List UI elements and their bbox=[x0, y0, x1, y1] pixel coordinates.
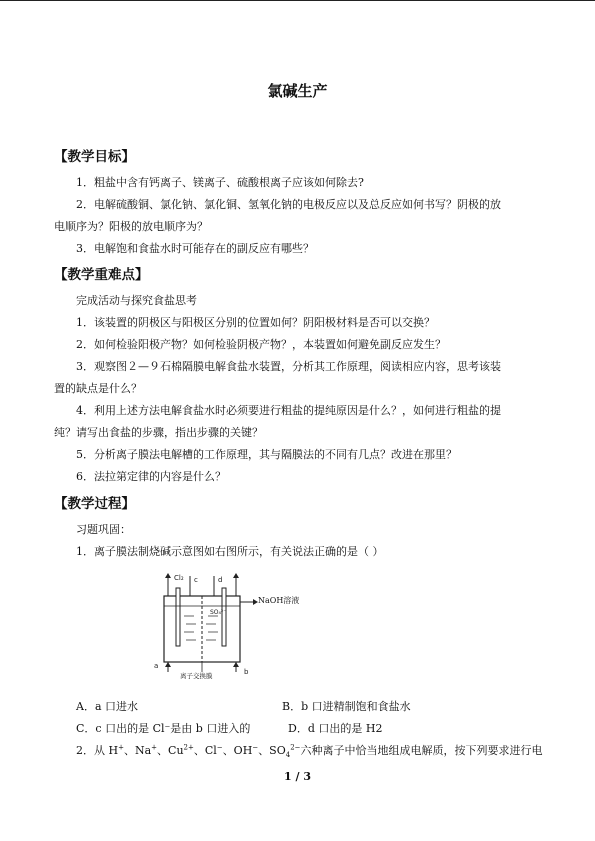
cathode-electrode bbox=[222, 588, 226, 646]
key-point-line: 3．观察图２—９石棉隔膜电解食盐水装置，分析其工作原理，阅读相应内容，思考该装 bbox=[76, 360, 501, 373]
arrow-up-icon bbox=[165, 662, 171, 667]
section-heading-key-points: 【教学重难点】 bbox=[54, 267, 149, 283]
option-b: B．b 口进精制饱和食盐水 bbox=[282, 700, 411, 713]
anode-electrode bbox=[176, 588, 180, 646]
liquid-marks bbox=[184, 616, 218, 640]
key-point-line: 2．如何检验阳极产物？如何检验阴极产物？，本装置如何避免副反应发生？ bbox=[76, 338, 446, 351]
arrow-up-icon bbox=[233, 573, 239, 578]
key-point-line: 4．利用上述方法电解食盐水时必须要进行粗盐的提纯原因是什么？，如何进行粗盐的提 bbox=[76, 404, 501, 417]
label-d: d bbox=[218, 576, 223, 584]
question-1: 1．离子膜法制烧碱示意图如右图所示，有关说法正确的是（ ） bbox=[76, 545, 384, 558]
label-so4: SO₄²⁻ bbox=[210, 609, 227, 616]
section-heading-process: 【教学过程】 bbox=[54, 496, 135, 512]
label-naoh: NaOH溶液 bbox=[258, 596, 300, 605]
label-a: a bbox=[154, 662, 159, 670]
goal-line: 1．粗盐中含有钙离子、镁离子、硫酸根离子应该如何除去? bbox=[76, 176, 364, 189]
key-point-line: 6．法拉第定律的内容是什么？ bbox=[76, 470, 226, 483]
key-point-line: 1．该装置的阴极区与阳极区分别的位置如何？阴阳极材料是否可以交换？ bbox=[76, 316, 435, 329]
q2-text: 2．从 H bbox=[76, 744, 119, 757]
goal-line: 电顺序为？阳极的放电顺序为？ bbox=[54, 220, 208, 233]
page-top-border bbox=[0, 0, 595, 1]
goal-line: 2．电解硫酸铜、氯化钠、氯化铜、氢氧化钠的电极反应以及总反应如何书写？阴极的放 bbox=[76, 198, 501, 211]
page-number: 1 / 3 bbox=[284, 770, 311, 783]
electrolysis-cell-diagram bbox=[150, 572, 270, 680]
key-point-line: 置的缺点是什么？ bbox=[54, 382, 142, 395]
page-title: 氯碱生产 bbox=[267, 82, 328, 100]
key-point-line: 5．分析离子膜法电解槽的工作原理，其与隔膜法的不同有几点？改进在那里？ bbox=[76, 448, 457, 461]
label-c: c bbox=[194, 576, 198, 584]
option-c: C．c 口出的是 Cl⁻是由 b 口进入的 bbox=[76, 722, 251, 735]
goal-line: 3．电解饱和食盐水时可能存在的副反应有哪些？ bbox=[76, 242, 314, 255]
exercise-intro: 习题巩固： bbox=[76, 523, 131, 536]
arrow-up-icon bbox=[233, 662, 239, 667]
key-point-line: 完成活动与探究食盐思考 bbox=[76, 294, 197, 307]
section-heading-goals: 【教学目标】 bbox=[54, 149, 135, 165]
label-cl2: Cl₂ bbox=[174, 574, 184, 582]
option-a: A．a 口进水 bbox=[76, 700, 138, 713]
key-point-line: 纯？请写出食盐的步骤，指出步骤的关键？ bbox=[54, 426, 263, 439]
question-2: 2．从 H+、Na+、$Cu^{2+}$、Cl−、OH−、$SO_4^{2-}$六种离子中恰当地组成电解质，按下列要求进行电 bbox=[76, 743, 543, 760]
option-d: D．d 口出的是 H2 bbox=[288, 722, 383, 735]
label-b: b bbox=[244, 668, 249, 676]
arrow-up-icon bbox=[165, 573, 171, 578]
label-membrane: 离子交换膜 bbox=[180, 672, 213, 680]
